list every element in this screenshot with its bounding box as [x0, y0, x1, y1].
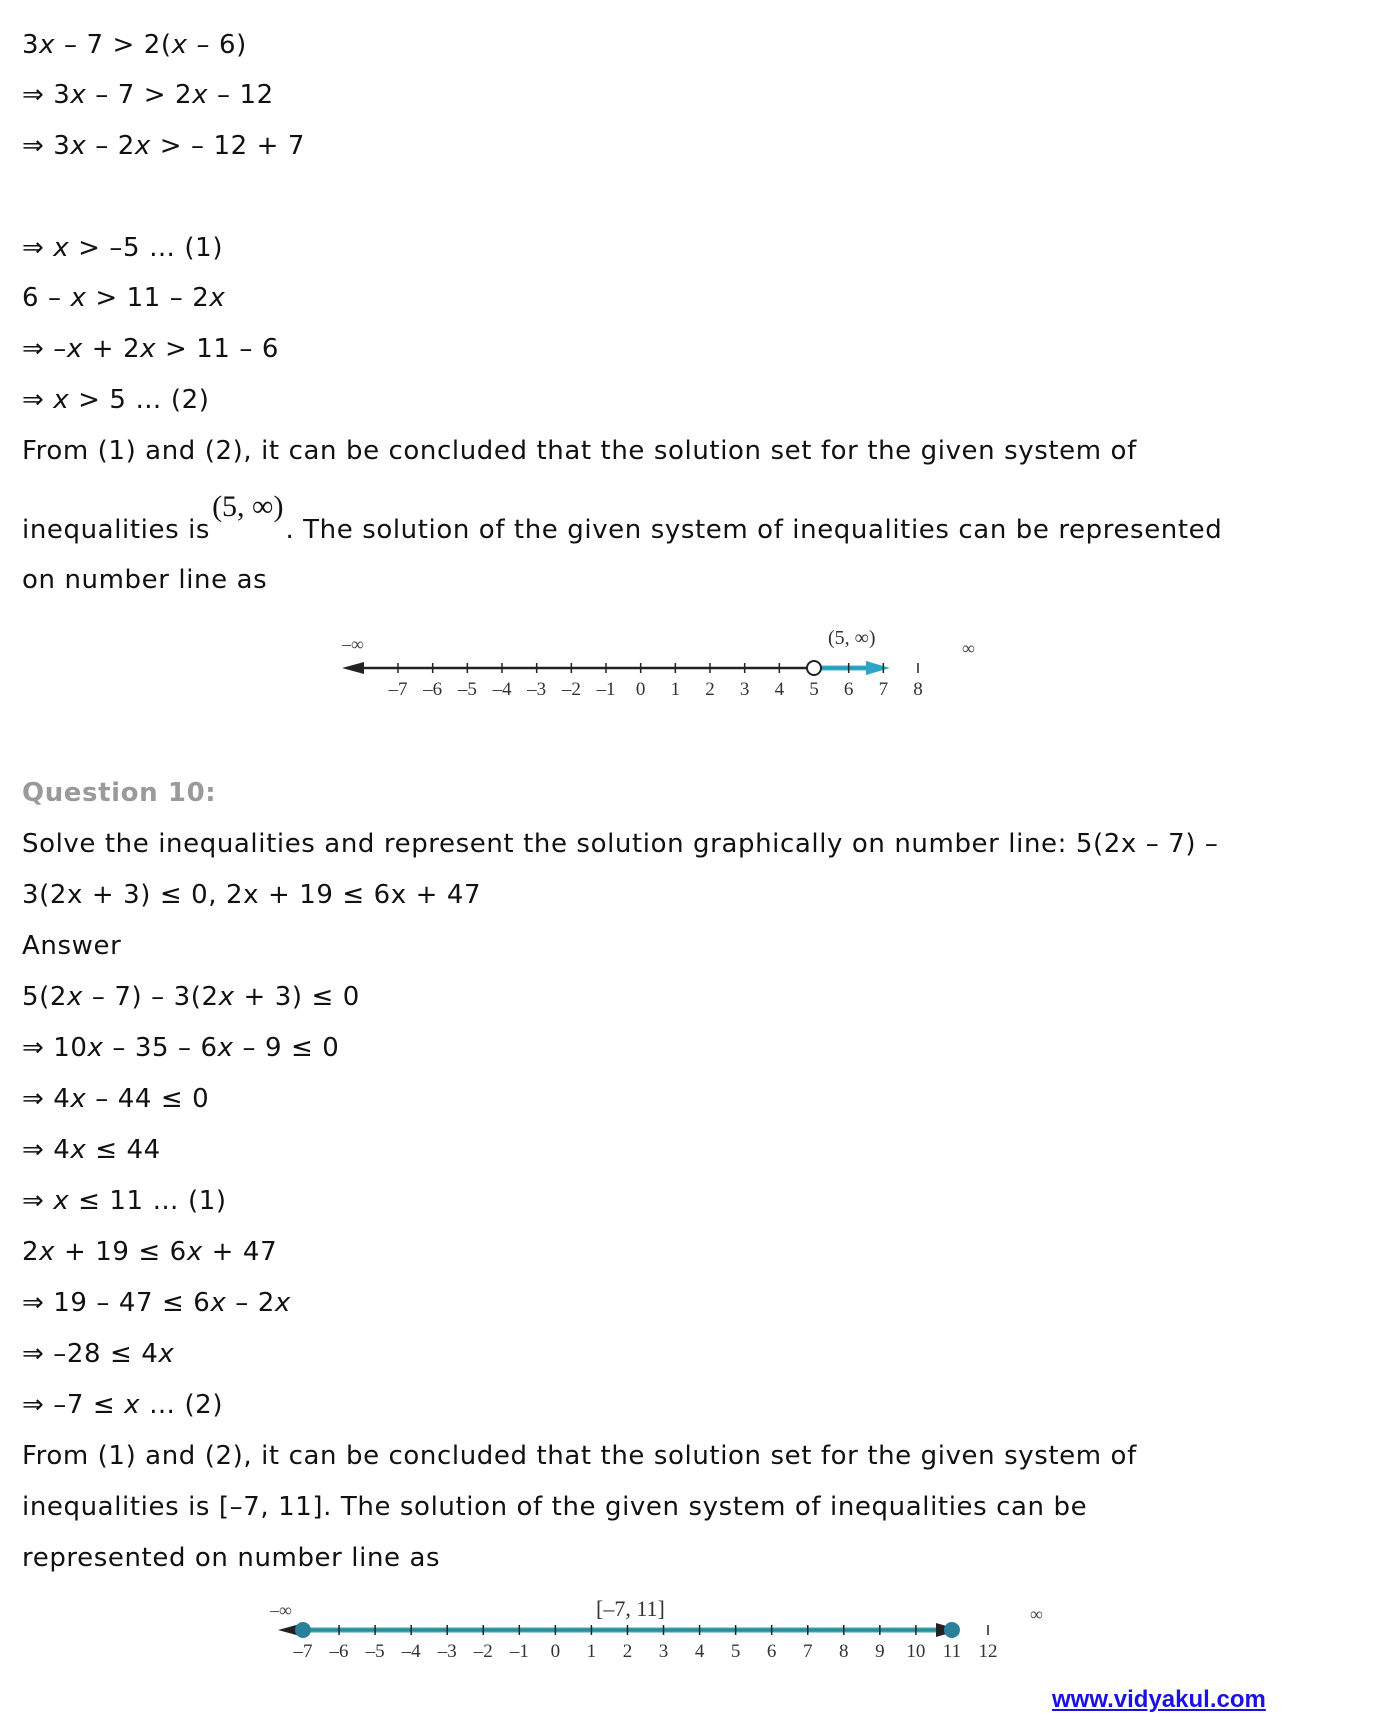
tick-label: 1 [670, 679, 681, 700]
variable-x: x [209, 283, 226, 313]
q10-step-9 [22, 1388, 223, 1422]
variable-x: x [134, 131, 151, 161]
number-line-2 [260, 1590, 1070, 1680]
open-endpoint [807, 661, 821, 675]
q10-step-2 [22, 1031, 339, 1065]
variable-x: x [274, 1288, 291, 1318]
q10-conclusion-line3: represented on number line as [22, 1543, 441, 1573]
equation-text: ⇒ 4 [22, 1135, 71, 1165]
question-prompt-line2: 3(2x + 3) ≤ 0, 2x + 19 ≤ 6x + 47 [22, 880, 482, 910]
q10-step-4 [22, 1133, 161, 1167]
tick-label: 9 [875, 1641, 885, 1662]
tick-label: –1 [509, 1641, 529, 1662]
variable-x: x [186, 1237, 203, 1267]
tick-label: 7 [878, 679, 889, 700]
tick-label: 4 [774, 679, 785, 700]
equation-text: ⇒ [22, 385, 54, 415]
tick-label: 2 [622, 1641, 633, 1662]
tick-label: 3 [739, 679, 750, 700]
variable-x: x [53, 233, 70, 263]
tick-label: –3 [527, 679, 547, 700]
variable-x: x [140, 334, 157, 364]
tick-label: –3 [437, 1641, 457, 1662]
variable-x: x [171, 30, 188, 60]
tick-label: 10 [906, 1641, 926, 1662]
neg-infinity-label: –∞ [342, 634, 364, 654]
q10-step-8 [22, 1337, 174, 1371]
equation-text: – 7) – 3(2 [83, 982, 219, 1012]
equation-text: ⇒ 10 [22, 1033, 88, 1063]
equation-text: ⇒ 4 [22, 1084, 71, 1114]
equation-text: – 44 ≤ 0 [86, 1084, 210, 1114]
tick-label: –4 [492, 679, 512, 700]
tick-label: 6 [766, 1641, 777, 1662]
equation-text: ⇒ [22, 1186, 54, 1216]
q10-conclusion-line1: From (1) and (2), it can be concluded that the solution set for the given system of [22, 1441, 1137, 1471]
equation-text: 2 [22, 1237, 40, 1267]
q9-conclusion-line1: From (1) and (2), it can be concluded that the solution set for the given system of [22, 436, 1137, 466]
q9-step-6 [22, 332, 279, 366]
tick-label: 7 [802, 1641, 813, 1662]
variable-x: x [70, 1135, 87, 1165]
equation-text: + 19 ≤ 6 [55, 1237, 187, 1267]
variable-x: x [217, 1033, 234, 1063]
variable-x: x [67, 982, 84, 1012]
equation-text: + 3) ≤ 0 [234, 982, 360, 1012]
q9-step-3 [22, 129, 305, 163]
variable-x: x [39, 1237, 56, 1267]
q9-step-5 [22, 281, 225, 315]
equation-text: + 2 [82, 334, 141, 364]
variable-x: x [70, 80, 87, 110]
equation-text: + 47 [202, 1237, 278, 1267]
equation-text: – 7 > 2( [55, 30, 172, 60]
tick-label: 5 [730, 1641, 741, 1662]
pos-infinity-label: ∞ [962, 638, 975, 658]
tick-label: –6 [423, 679, 443, 700]
tick-label: 8 [913, 679, 923, 700]
q9-interval: (5, ∞) [212, 490, 284, 523]
equation-text: ⇒ 3 [22, 80, 71, 110]
equation-text: – 6) [187, 30, 247, 60]
variable-x: x [192, 80, 209, 110]
tick-label: –5 [457, 679, 477, 700]
closed-endpoint [945, 1623, 959, 1637]
equation-text: ⇒ [22, 233, 54, 263]
tick-label: 8 [839, 1641, 849, 1662]
equation-text: 6 – [22, 283, 71, 313]
tick-label: –2 [561, 679, 581, 700]
equation-text: – 7 > 2 [86, 80, 193, 110]
variable-x: x [70, 131, 87, 161]
tick-label: –7 [293, 1641, 313, 1662]
q10-step-5 [22, 1184, 227, 1218]
equation-text: – 35 – 6 [103, 1033, 218, 1063]
tick-label: 2 [705, 679, 715, 700]
q9-step-4 [22, 231, 223, 265]
variable-x: x [53, 385, 70, 415]
equation-text: ⇒ 19 – 47 ≤ 6 [22, 1288, 211, 1318]
neg-infinity-label: –∞ [270, 1600, 292, 1620]
variable-x: x [53, 1186, 70, 1216]
equation-text: ≤ 44 [86, 1135, 161, 1165]
left-arrow-icon [342, 662, 364, 674]
q9-conclusion-line3: on number line as [22, 565, 268, 595]
tick-label: –6 [329, 1641, 349, 1662]
equation-text: > 11 – 2 [86, 283, 210, 313]
tick-label: –5 [365, 1641, 385, 1662]
equation-text: ⇒ –28 ≤ 4 [22, 1339, 159, 1369]
closed-endpoint [296, 1623, 310, 1637]
question-prompt-line1: Solve the inequalities and represent the solution graphically on number line: 5(2x – 7) – [22, 829, 1219, 859]
tick-label: –4 [401, 1641, 421, 1662]
right-arrow-icon [866, 661, 890, 675]
tick-label: 11 [942, 1641, 962, 1662]
question-title: Question 10: [22, 778, 217, 808]
q9-conclusion-pre: inequalities is [22, 515, 211, 545]
q10-step-7 [22, 1286, 291, 1320]
equation-text: > 5 … (2) [69, 385, 210, 415]
interval-label: [–7, 11] [596, 1596, 665, 1621]
variable-x: x [66, 334, 83, 364]
tick-label: 4 [694, 1641, 705, 1662]
tick-label: –1 [596, 679, 616, 700]
variable-x: x [124, 1390, 141, 1420]
q9-conclusion-post: . The solution of the given system of inequalities can be represented [285, 515, 1223, 545]
variable-x: x [70, 1084, 87, 1114]
tick-label: 3 [658, 1641, 669, 1662]
equation-text: … (2) [140, 1390, 224, 1420]
q9-step-1 [22, 28, 247, 62]
pos-infinity-label: ∞ [1030, 1604, 1043, 1624]
variable-x: x [39, 30, 56, 60]
equation-text: ⇒ – [22, 334, 67, 364]
number-line-1 [330, 620, 1010, 710]
equation-text: ⇒ –7 ≤ [22, 1390, 125, 1420]
equation-text: > 11 – 6 [156, 334, 279, 364]
variable-x: x [210, 1288, 227, 1318]
q10-step-1 [22, 980, 360, 1014]
q9-step-7 [22, 383, 209, 417]
q9-step-2 [22, 78, 274, 112]
equation-text: 3 [22, 30, 40, 60]
variable-x: x [70, 283, 87, 313]
equation-text: 5(2 [22, 982, 68, 1012]
variable-x: x [218, 982, 235, 1012]
equation-text: – 12 [208, 80, 274, 110]
answer-label: Answer [22, 931, 122, 961]
tick-label: 5 [809, 679, 819, 700]
variable-x: x [158, 1339, 175, 1369]
q10-step-6 [22, 1235, 277, 1269]
q10-conclusion-line2: inequalities is [–7, 11]. The solution of the given system of inequalities can be [22, 1492, 1088, 1522]
tick-label: 6 [843, 679, 854, 700]
q10-step-3 [22, 1082, 209, 1116]
tick-label: 1 [586, 1641, 597, 1662]
q9-conclusion-line2 [22, 490, 1223, 547]
vidyakul-website-link[interactable]: www.vidyakul.com [1052, 1686, 1266, 1713]
equation-text: – 9 ≤ 0 [233, 1033, 340, 1063]
tick-label: –7 [388, 679, 408, 700]
equation-text: ⇒ 3 [22, 131, 71, 161]
equation-text: – 2 [226, 1288, 275, 1318]
interval-label: (5, ∞) [828, 627, 876, 649]
equation-text: > – 12 + 7 [150, 131, 306, 161]
equation-text: > –5 … (1) [69, 233, 224, 263]
equation-text: – 2 [86, 131, 135, 161]
equation-text: ≤ 11 … (1) [69, 1186, 227, 1216]
variable-x: x [87, 1033, 104, 1063]
tick-label: 0 [635, 679, 646, 700]
tick-label: 0 [550, 1641, 561, 1662]
tick-label: –2 [473, 1641, 493, 1662]
tick-label: 12 [978, 1641, 998, 1662]
